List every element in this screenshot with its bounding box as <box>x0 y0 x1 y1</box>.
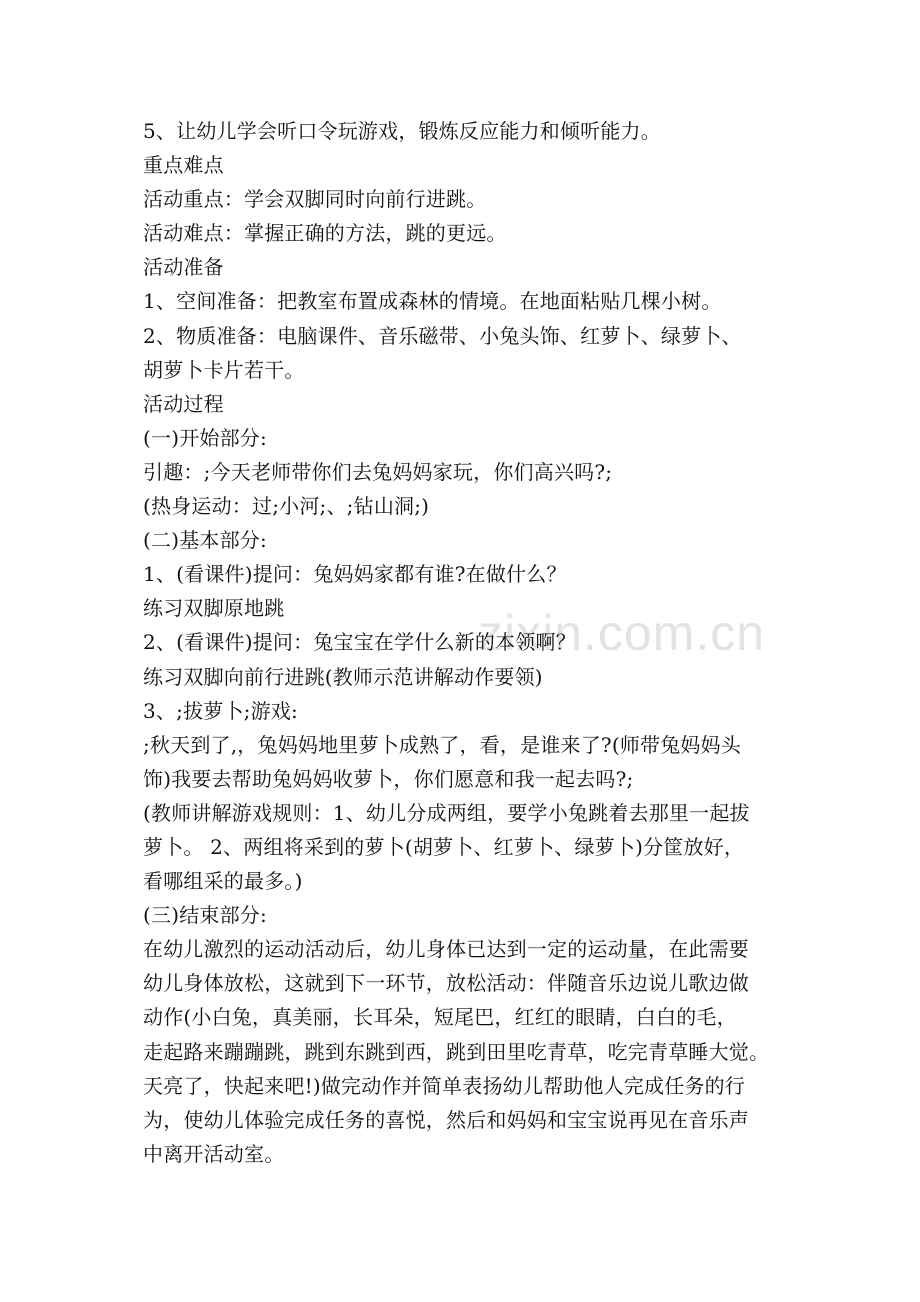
text-line: 活动重点：学会双脚同时向前行进跳。 <box>143 187 487 212</box>
text-line: 走起路来蹦蹦跳，跳到东跳到西，跳到田里吃青草，吃完青草睡大觉。 <box>143 1039 770 1064</box>
section-heading-preparation: 活动准备 <box>143 255 224 280</box>
text-line: 看哪组采的最多。) <box>143 869 303 894</box>
text-line: 天亮了，快起来吧!)做完动作并简单表扬幼儿帮助他人完成任务的行 <box>143 1073 746 1098</box>
watermark: zixin.com.cn <box>478 605 766 661</box>
text-line: 为，使幼儿体验完成任务的喜悦，然后和妈妈和宝宝说再见在音乐声 <box>143 1107 749 1132</box>
text-line: 活动难点：掌握正确的方法，跳的更远。 <box>143 221 507 246</box>
text-line: 胡萝卜卡片若干。 <box>143 357 305 382</box>
text-line: (教师讲解游戏规则：1、幼儿分成两组，要学小兔跳着去那里一起拔 <box>143 800 750 825</box>
text-line: 练习双脚向前行进跳(教师示范讲解动作要领) <box>143 664 543 689</box>
text-line: (热身运动：过;小河;、;钻山洞;) <box>143 494 430 519</box>
subsection-heading-basic: (二)基本部分: <box>143 528 267 553</box>
text-line: 引趣：;今天老师带你们去兔妈妈家玩，你们高兴吗?; <box>143 459 613 484</box>
text-line: 在幼儿激烈的运动活动后，幼儿身体已达到一定的运动量，在此需要 <box>143 937 749 962</box>
text-line: 练习双脚原地跳 <box>143 596 285 621</box>
text-line: 1、空间准备：把教室布置成森林的情境。在地面粘贴几棵小树。 <box>143 289 722 314</box>
text-line: 幼儿身体放松，这就到下一环节，放松活动：伴随音乐边说儿歌边做 <box>143 971 749 996</box>
text-line: ;秋天到了,，兔妈妈地里萝卜成熟了，看，是谁来了?(师带兔妈妈头 <box>143 732 742 757</box>
subsection-heading-end: (三)结束部分: <box>143 903 267 928</box>
text-line: 2、(看课件)提问：兔宝宝在学什么新的本领啊？ <box>143 630 576 655</box>
text-line: 中离开活动室。 <box>143 1141 285 1166</box>
text-line: 饰)我要去帮助兔妈妈收萝卜，你们愿意和我一起去吗?; <box>143 766 634 791</box>
section-heading-key-points: 重点难点 <box>143 153 224 178</box>
section-heading-process: 活动过程 <box>143 391 224 416</box>
text-line: 动作(小白兔，真美丽，长耳朵，短尾巴，红红的眼睛，白白的毛， <box>143 1005 737 1030</box>
text-line: 萝卜。 2、两组将采到的萝卜(胡萝卜、红萝卜、绿萝卜)分筐放好， <box>143 834 745 859</box>
text-line: 5、让幼儿学会听口令玩游戏，锻炼反应能力和倾听能力。 <box>143 119 661 143</box>
text-line: 3、;拔萝卜;游戏: <box>143 698 298 723</box>
text-line: 1、(看课件)提问：兔妈妈家都有谁?在做什么？ <box>143 562 567 587</box>
subsection-heading-start: (一)开始部分: <box>143 425 267 450</box>
text-line: 2、物质准备：电脑课件、音乐磁带、小兔头饰、红萝卜、绿萝卜、 <box>143 323 742 348</box>
document-body <box>143 114 793 1171</box>
